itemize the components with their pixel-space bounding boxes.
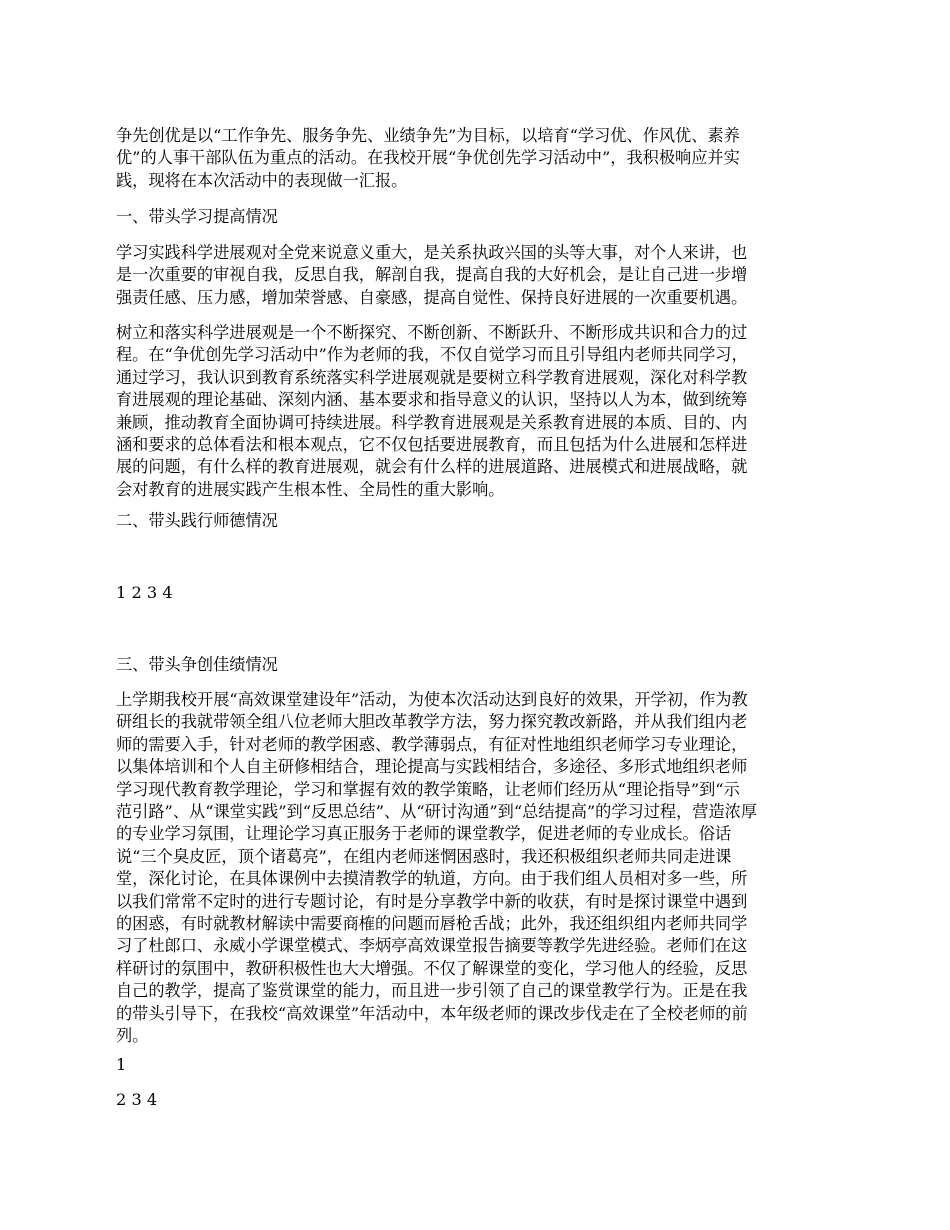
study-paragraph-1: 学习实践科学进展观对全党来说意义重大，是关系执政兴国的头等大事，对个人来讲，也 是一次重要的审视自我，反思自我，解剖自我，提高自我的大好机会，是让自己进一步增 强责任感、压力感，增加荣誉感、自豪感，提高自觉性、保持良好进展的一次重要机遇。: [116, 243, 748, 307]
section-heading-achievement: 三、带头争创佳绩情况: [116, 655, 278, 674]
page-number-list: 1 2 3 4: [116, 583, 173, 602]
section-heading-ethics: 二、带头践行师德情况: [116, 511, 278, 530]
achievement-paragraph: 上学期我校开展“高效课堂建设年”活动，为使本次活动达到良好的效果，开学初，作为教 研组长的我就带领全组八位老师大胆改革教学方法，努力探究教改新路，并从我们组内老 师的需要入手，针对老师的教学困惑、教学薄弱点，有征对性地组织老师学习专业理论， 以集体培训和个人自主研修相结合，理论提高与实践相结合，多途径、多形式地组织老师 学习现代教育教学理论，学习和掌握有效的教学策略，让老师们经历从“理论指导”到“示 范引路”、从“课堂实践”到“反思总结”、从“研讨沟通”到“总结提高”的学习过程，营造浓厚 的专业学习氛围，让理论学习真正服务于老师的课堂教学，促进老师的专业成长。俗话 说“三个臭皮匠，顶个诸葛亮”，在组内老师迷惘困惑时，我还积极组织老师共同走进课 堂，深化讨论，在具体课例中去摸清教学的轨道，方向。由于我们组人员相对多一些，所 以我们常常不定时的进行专题讨论，有时是分享教学中新的收获，有时是探讨课堂中遇到 的困惑，有时就教材解读中需要商榷的问题而唇枪舌战；此外，我还组织组内老师共同学 习了杜郎口、永威小学课堂模式、李炳亭高效课堂报告摘要等教学先进经验。老师们在这 样研讨的氛围中，教研积极性也大大增强。不仅了解课堂的变化，学习他人的经验，反思 自己的教学，提高了鉴赏课堂的能力，而且进一步引领了自己的课堂教学行为。正是在我 的带头引导下，在我校“高效课堂”年活动中，本年级老师的课改步伐走在了全校老师的前 列。: [116, 690, 758, 1046]
page-number-list-2: 2 3 4: [116, 1090, 158, 1109]
section-heading-study: 一、带头学习提高情况: [116, 207, 278, 226]
intro-paragraph: 争先创优是以“工作争先、服务争先、业绩争先”为目标，以培育“学习优、作风优、素养 优”的人事干部队伍为重点的活动。在我校开展“争优创先学习活动中”，我积极响应并实 践，现将在本次活动中的表现做一汇报。: [116, 126, 740, 190]
page-number-single: 1: [116, 1055, 127, 1074]
study-paragraph-2: 树立和落实科学进展观是一个不断探究、不断创新、不断跃升、不断形成共识和合力的过 程。在“争优创先学习活动中”作为老师的我，不仅自觉学习而且引导组内老师共同学习， 通过学习，我认识到教育系统落实科学进展观就是要树立科学教育进展观，深化对科学教 育进展观的理论基础、深刻内涵、基本要求和指导意义的认识，坚持以人为本，做到统筹 兼顾，推动教育全面协调可持续进展。科学教育进展观是关系教育进展的本质、目的、内 涵和要求的总体看法和根本观点，它不仅包括要进展教育，而且包括为什么进展和怎样进 展的问题，有什么样的教育进展观，就会有什么样的进展道路、进展模式和进展战略，就 会对教育的进展实践产生根本性、全局性的重大影响。: [116, 323, 748, 499]
